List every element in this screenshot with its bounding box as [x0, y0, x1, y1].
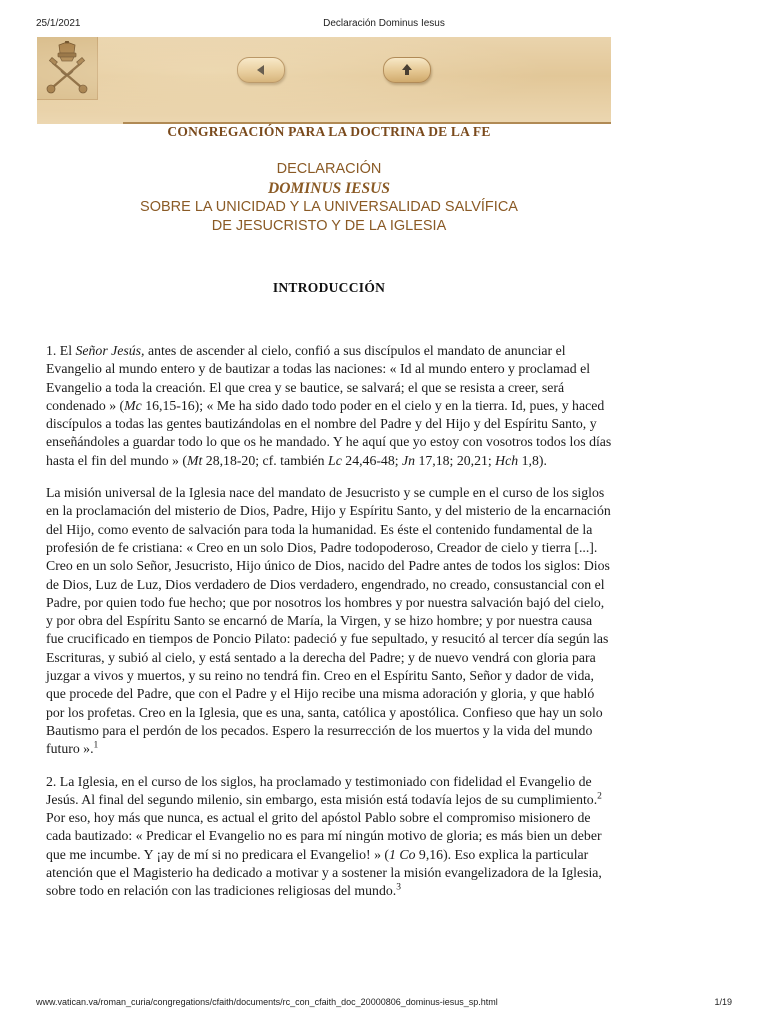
declaration-label: DECLARACIÓN: [276, 161, 382, 177]
citation-ref: Jn: [402, 452, 416, 468]
print-header: [36, 18, 732, 32]
text-run: 17,18; 20,21;: [415, 452, 496, 468]
print-date: 25/1/2021: [36, 18, 81, 29]
text-run: 1. El: [46, 343, 76, 358]
print-footer: [36, 997, 732, 1011]
citation-ref: 1 Co: [389, 846, 416, 862]
arrow-left-icon: [238, 58, 284, 82]
page-url: www.vatican.va/roman_curia/congregations/cfaith/documents/rc_con_cfaith_doc_20000806_dominus-iesus_sp.html: [36, 997, 498, 1007]
text-run: La misión universal de la Iglesia nace del mandato de Jesucristo y se cumple en el curso de los siglos en la proclamación del misterio de Dios, Padre, Hijo y Espíritu Santo, y del misterio de la encarnación del Hijo, como evento de salvación para toda la humanidad. Es éste el contenido fundamental de la profesión de fe cristiana: « Creo en un solo Dios, Padre todopoderoso, Creador de cielo y tierra [...]. Creo en un solo Señor, Jesucristo, Hijo único de Dios, nacido del Padre antes de todos los siglos: Dios de Dios, Luz de Luz, Dios verdadero de Dios verdadero, engendrado, no creado, consustancial con el Padre, por quien todo fue hecho; que por nosotros los hombres y por nuestra salvación bajó del cielo, y por obra del Espíritu Santo se encarnó de María, la Virgen, y se hizo hombre; y por nuestra causa fue crucificado en tiempos de Poncio Pilato: padeció y fue sepultado, y resucitó al tercer día según las Escrituras, y subió al cielo, y está sentado a la derecha del Padre; y de nuevo vendrá con gloria para juzgar a vivos y muertos, y su reino no tendrá fin. Creo en el Espíritu Santo, Señor y dador de vida, que procede del Padre, que con el Padre y el Hijo recibe una misma adoración y gloria, y que habló por los profetas. Creo en la Iglesia, que es una, santa, católica y apostólica. Confieso que hay un solo Bautismo para el perdón de los pecados. Espero la resurrección de los muertos y la vida del mundo futuro ».: [46, 485, 611, 757]
footnote-ref[interactable]: 1: [93, 740, 99, 751]
text-run: 9,16). Eso explica la particular atención que el Magisterio ha dedicado a motivar y a sostener la misión evangelizadora de la Iglesia, sobre todo en relación con las tradiciones religiosas del mundo.: [46, 846, 602, 899]
back-button[interactable]: [237, 57, 285, 83]
text-run: antes de ascender al cielo, confió a sus discípulos el mandato de anunciar el Evangelio al mundo entero y de bautizar a todas las naciones: « Id al mundo entero y proclamad el Evangelio a toda la creación. El que crea y se bautice, se salvará; el que se resista a creer, será condenado » (: [46, 343, 591, 413]
section-heading: INTRODUCCIÓN: [272, 280, 386, 295]
footnote-ref[interactable]: 2: [597, 791, 602, 802]
paragraph-1: [46, 342, 612, 470]
text-run: 24,46-48;: [341, 452, 403, 468]
text-run: 16,15-16); « Me ha sido dado todo poder en el cielo y en la tierra. Id, pues, y haced discípulos a todas las gentes bautizándolas en el nombre del Padre y del Hijo y del Espíritu Santo, y enseñándoles a guardar todo lo que os he mandado. Y he aquí que yo estoy con vosotros todos los días hasta el fin del mundo » (: [46, 397, 612, 468]
papal-keys-crest-icon: [41, 41, 93, 95]
up-button[interactable]: [383, 57, 431, 83]
document-subtitle-line-1: SOBRE LA UNICIDAD Y LA UNIVERSALIDAD SALVÍFICA: [140, 199, 518, 215]
text-run: 28,18-20; cf. también: [202, 452, 329, 468]
document-title: DOMINUS IESUS: [268, 180, 390, 197]
text-run: 1,8).: [518, 452, 547, 468]
site-banner: [37, 37, 611, 124]
citation-ref: Hch: [495, 452, 519, 468]
page-counter: 1/19: [714, 997, 732, 1007]
footnote-ref[interactable]: 3: [396, 882, 401, 893]
emblem-box: [37, 37, 98, 100]
text-run: 2. La Iglesia, en el curso de los siglos, ha proclamado y testimoniado con fidelidad el Evangelio de Jesús. Al final del segundo milenio, sin embargo, esta misión está todavía lejos de su cumplimiento.: [46, 773, 598, 807]
text-run-italic: Señor Jesús,: [75, 343, 145, 358]
document-content: [46, 124, 612, 901]
congregation-heading: CONGREGACIÓN PARA LA DOCTRINA DE LA FE: [167, 124, 491, 139]
declaration-heading: [46, 160, 612, 236]
arrow-up-icon: [384, 58, 430, 82]
text-run: Por eso, hoy más que nunca, es actual el grito del apóstol Pablo sobre el compromiso misionero de cada bautizado: « Predicar el Evangelio no es para mí ningún motivo de gloria; es más bien un deber que me incumbe. Y ¡ay de mí si no predicara el Evangelio! » (: [46, 810, 602, 862]
citation-ref: Mc: [124, 397, 142, 413]
document-subtitle-line-2: DE JESUCRISTO Y DE LA IGLESIA: [211, 218, 447, 234]
paragraph-2: [46, 484, 612, 758]
paragraph-3: [46, 773, 612, 901]
citation-ref: Lc: [328, 452, 342, 468]
citation-ref: Mt: [187, 452, 203, 468]
print-page-title: Declaración Dominus Iesus: [323, 18, 445, 29]
